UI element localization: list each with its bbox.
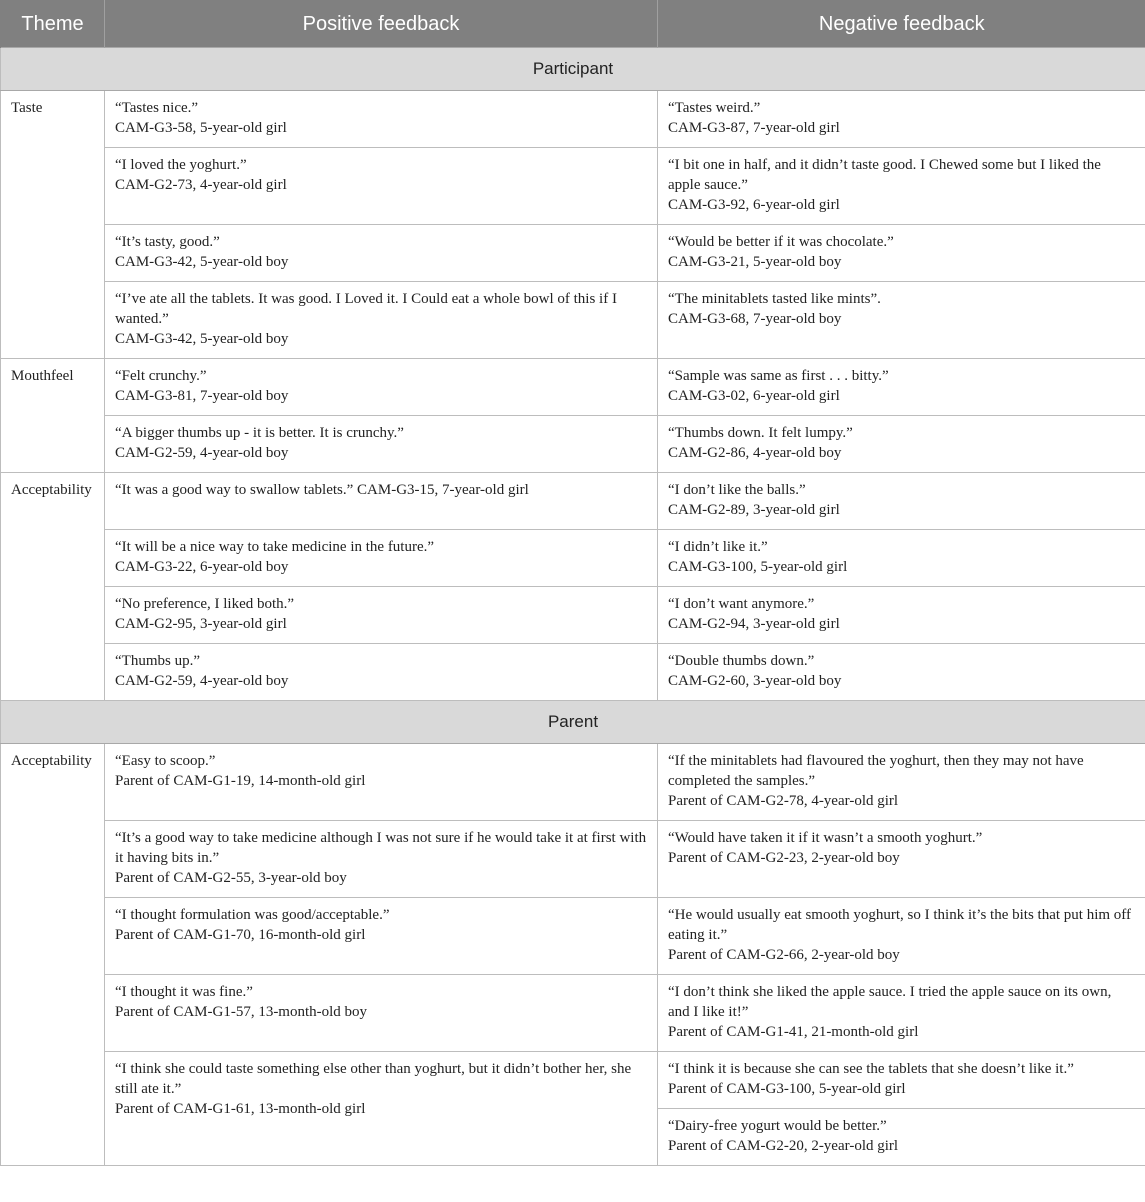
quote: “I thought formulation was good/acceptable.” — [115, 907, 390, 923]
table-row — [1, 587, 1145, 644]
quote: “I don’t want anymore.” — [668, 596, 815, 612]
quote: “I thought it was fine.” — [115, 984, 253, 1000]
positive-cell — [105, 148, 658, 225]
positive-cell — [105, 587, 658, 644]
quote: “I didn’t like it.” — [668, 539, 768, 555]
theme-cell: Mouthfeel — [1, 359, 105, 473]
quote: “It was a good way to swallow tablets.” — [115, 482, 354, 498]
table-row — [1, 416, 1145, 473]
source: CAM-G3-02, 6-year-old girl — [668, 388, 840, 404]
negative-cell — [658, 1052, 1145, 1109]
source: CAM-G2-73, 4-year-old girl — [115, 177, 287, 193]
source: Parent of CAM-G1-70, 16-month-old girl — [115, 927, 366, 943]
quote: “Thumbs up.” — [115, 653, 200, 669]
negative-cell — [658, 225, 1145, 282]
source: Parent of CAM-G2-78, 4-year-old girl — [668, 793, 899, 809]
positive-cell — [105, 644, 658, 701]
quote: “Easy to scoop.” — [115, 753, 216, 769]
source: CAM-G2-86, 4-year-old boy — [668, 445, 842, 461]
quote: “Double thumbs down.” — [668, 653, 815, 669]
positive-cell — [105, 530, 658, 587]
source: CAM-G3-87, 7-year-old girl — [668, 120, 840, 136]
source: CAM-G2-59, 4-year-old boy — [115, 445, 289, 461]
table-row — [1, 975, 1145, 1052]
header-negative: Negative feedback — [658, 0, 1145, 48]
negative-cell — [658, 148, 1145, 225]
table-row — [1, 744, 1145, 821]
negative-cell — [658, 282, 1145, 359]
source: CAM-G3-42, 5-year-old boy — [115, 254, 289, 270]
table-row — [1, 225, 1145, 282]
quote: “I think she could taste something else other than yoghurt, but it didn’t bother her, she still ate it.” — [115, 1061, 632, 1097]
quote: “I don’t like the balls.” — [668, 482, 806, 498]
source: CAM-G3-15, 7-year-old girl — [357, 482, 529, 498]
theme-cell: Acceptability — [1, 473, 105, 701]
table-row — [1, 530, 1145, 587]
quote: “It will be a nice way to take medicine in the future.” — [115, 539, 435, 555]
negative-cell — [658, 644, 1145, 701]
quote: “Would have taken it if it wasn’t a smooth yoghurt.” — [668, 830, 983, 846]
source: CAM-G2-89, 3-year-old girl — [668, 502, 840, 518]
source: CAM-G3-92, 6-year-old girl — [668, 197, 840, 213]
source: CAM-G3-68, 7-year-old boy — [668, 311, 842, 327]
negative-cell — [658, 744, 1145, 821]
quote: “Tastes nice.” — [115, 100, 199, 116]
source: Parent of CAM-G1-57, 13-month-old boy — [115, 1004, 368, 1020]
source: Parent of CAM-G2-66, 2-year-old boy — [668, 947, 900, 963]
table-row — [1, 91, 1145, 148]
source: CAM-G2-60, 3-year-old boy — [668, 673, 842, 689]
quote: “Dairy-free yogurt would be better.” — [668, 1118, 887, 1134]
negative-cell — [658, 975, 1145, 1052]
table-row — [1, 359, 1145, 416]
table-row — [1, 148, 1145, 225]
quote: “No preference, I liked both.” — [115, 596, 295, 612]
theme-cell: Taste — [1, 91, 105, 359]
negative-cell — [658, 898, 1145, 975]
positive-cell — [105, 416, 658, 473]
quote: “I’ve ate all the tablets. It was good. I Loved it. I Could eat a whole bowl of this if I wanted.” — [115, 291, 617, 327]
source: CAM-G2-94, 3-year-old girl — [668, 616, 840, 632]
negative-cell — [658, 473, 1145, 530]
positive-cell — [105, 744, 658, 821]
source: CAM-G3-58, 5-year-old girl — [115, 120, 287, 136]
negative-cell — [658, 416, 1145, 473]
quote: “I don’t think she liked the apple sauce. I tried the apple sauce on its own, and I like it!” — [668, 984, 1112, 1020]
quote: “Felt crunchy.” — [115, 368, 207, 384]
header-theme: Theme — [1, 0, 105, 48]
quote: “It’s a good way to take medicine although I was not sure if he would take it at first with it having bits in.” — [115, 830, 647, 866]
positive-cell — [105, 473, 658, 530]
header-row — [1, 0, 1145, 48]
quote: “Would be better if it was chocolate.” — [668, 234, 894, 250]
positive-cell — [105, 1052, 658, 1166]
section-label: Parent — [1, 701, 1145, 744]
header-positive: Positive feedback — [105, 0, 658, 48]
source: CAM-G3-21, 5-year-old boy — [668, 254, 842, 270]
table-row — [1, 282, 1145, 359]
table-row — [1, 1052, 1145, 1109]
positive-cell — [105, 359, 658, 416]
source: Parent of CAM-G2-20, 2-year-old girl — [668, 1138, 899, 1154]
section-label: Participant — [1, 48, 1145, 91]
positive-cell — [105, 225, 658, 282]
table-row — [1, 898, 1145, 975]
source: CAM-G2-95, 3-year-old girl — [115, 616, 287, 632]
negative-cell — [658, 91, 1145, 148]
source: Parent of CAM-G3-100, 5-year-old girl — [668, 1081, 906, 1097]
table-row — [1, 473, 1145, 530]
source: Parent of CAM-G1-19, 14-month-old girl — [115, 773, 366, 789]
source: CAM-G3-100, 5-year-old girl — [668, 559, 848, 575]
quote: “It’s tasty, good.” — [115, 234, 220, 250]
negative-cell — [658, 587, 1145, 644]
source: Parent of CAM-G1-41, 21-month-old girl — [668, 1024, 919, 1040]
table-row — [1, 821, 1145, 898]
positive-cell — [105, 975, 658, 1052]
quote: “The minitablets tasted like mints”. — [668, 291, 881, 307]
section-row-participant — [1, 48, 1145, 91]
source: Parent of CAM-G1-61, 13-month-old girl — [115, 1101, 366, 1117]
quote: “Sample was same as first . . . bitty.” — [668, 368, 889, 384]
negative-cell — [658, 530, 1145, 587]
quote: “Tastes weird.” — [668, 100, 761, 116]
quote: “A bigger thumbs up - it is better. It is crunchy.” — [115, 425, 404, 441]
quote: “If the minitablets had flavoured the yoghurt, then they may not have completed the samples.” — [668, 753, 1084, 789]
source: CAM-G3-22, 6-year-old boy — [115, 559, 289, 575]
positive-cell — [105, 821, 658, 898]
source: Parent of CAM-G2-55, 3-year-old boy — [115, 870, 347, 886]
positive-cell — [105, 898, 658, 975]
negative-cell — [658, 1109, 1145, 1166]
source: CAM-G3-42, 5-year-old boy — [115, 331, 289, 347]
section-row-parent — [1, 701, 1145, 744]
negative-cell — [658, 359, 1145, 416]
positive-cell — [105, 282, 658, 359]
positive-cell — [105, 91, 658, 148]
theme-cell: Acceptability — [1, 744, 105, 1166]
quote: “I think it is because she can see the tablets that she doesn’t like it.” — [668, 1061, 1074, 1077]
quote: “He would usually eat smooth yoghurt, so I think it’s the bits that put him off eating it.” — [668, 907, 1132, 943]
quote: “I bit one in half, and it didn’t taste good. I Chewed some but I liked the apple sauce.” — [668, 157, 1101, 193]
source: CAM-G2-59, 4-year-old boy — [115, 673, 289, 689]
source: Parent of CAM-G2-23, 2-year-old boy — [668, 850, 900, 866]
quote: “Thumbs down. It felt lumpy.” — [668, 425, 853, 441]
quote: “I loved the yoghurt.” — [115, 157, 247, 173]
source: CAM-G3-81, 7-year-old boy — [115, 388, 289, 404]
negative-cell — [658, 821, 1145, 898]
table-row — [1, 644, 1145, 701]
